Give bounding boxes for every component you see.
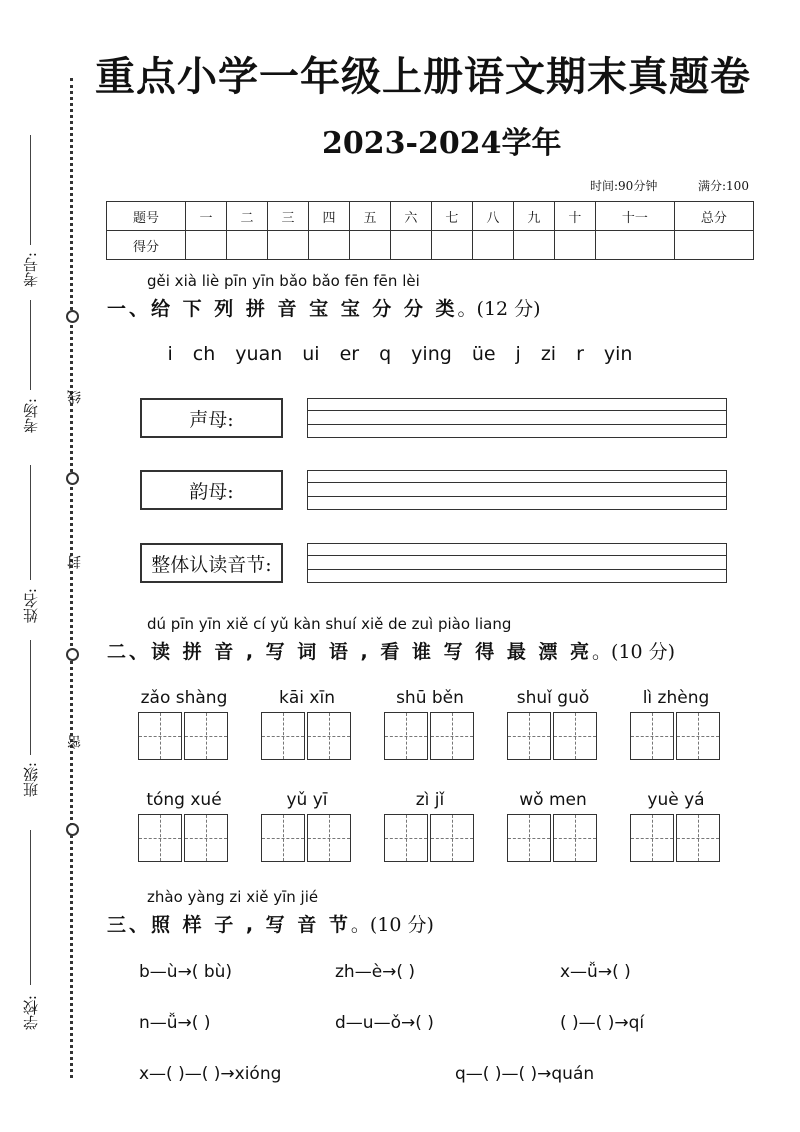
pinyin-letter: yuan — [235, 343, 283, 365]
class-line[interactable] — [30, 640, 31, 755]
score-header-cell: 十 — [554, 202, 595, 231]
score-header-cell: 五 — [349, 202, 390, 231]
score-input-cell[interactable] — [349, 231, 390, 260]
syllable-exercise[interactable]: x—( )—( )→xióng — [139, 1064, 282, 1084]
binding-dotted-line — [70, 78, 73, 1078]
tianzige-box[interactable] — [630, 712, 674, 760]
tianzige-box[interactable] — [138, 814, 182, 862]
word-pinyin: zì jǐ — [415, 790, 445, 810]
category-whole-syllables-box: 整体认读音节: — [140, 543, 283, 583]
binding-char-mi: 密 — [67, 735, 83, 749]
score-input-cell[interactable] — [267, 231, 308, 260]
tianzige-box[interactable] — [384, 814, 428, 862]
section3-title — [107, 910, 434, 937]
tianzige-box[interactable] — [553, 712, 597, 760]
score-input-cell[interactable] — [308, 231, 349, 260]
score-header-cell: 十一 — [595, 202, 674, 231]
binding-ring — [66, 823, 79, 836]
binding-ring — [66, 648, 79, 661]
exam-number-label: 考号: — [22, 252, 40, 288]
word-pinyin: shuǐ guǒ — [516, 688, 590, 708]
score-input-cell[interactable] — [595, 231, 674, 260]
tianzige-box[interactable] — [430, 814, 474, 862]
section1-title-text: 一、给 下 列 拼 音 宝 宝 分 分 类 — [107, 298, 458, 320]
syllable-exercise[interactable]: d—u—ǒ→( ) — [335, 1013, 434, 1033]
score-input-cell[interactable] — [472, 231, 513, 260]
word-pinyin: wǒ men — [519, 790, 587, 810]
tianzige-box[interactable] — [676, 712, 720, 760]
word-pinyin: kāi xīn — [279, 688, 335, 708]
pinyin-letter: q — [379, 343, 392, 365]
tianzige-box[interactable] — [430, 712, 474, 760]
tianzige-box[interactable] — [553, 814, 597, 862]
tianzige-box[interactable] — [630, 814, 674, 862]
syllable-exercise: b—ù→( bù) — [139, 962, 233, 982]
section3-pinyin: zhào yàng zi xiě yīn jié — [147, 888, 319, 906]
section2-title-text: 二、读 拼 音 , 写 词 语 , 看 谁 写 得 最 漂 亮 — [107, 641, 593, 663]
pinyin-letter: ch — [192, 343, 216, 365]
school-label: 学校: — [22, 995, 40, 1031]
syllable-exercise[interactable]: ( )—( )→qí — [560, 1013, 645, 1033]
tianzige-box[interactable] — [261, 814, 305, 862]
score-header-cell: 七 — [431, 202, 472, 231]
word-pinyin: tóng xué — [146, 790, 222, 810]
pinyin-letter: yin — [603, 343, 633, 365]
score-header-cell: 三 — [267, 202, 308, 231]
score-table — [106, 201, 754, 260]
score-input-cell[interactable] — [431, 231, 472, 260]
tianzige-box[interactable] — [676, 814, 720, 862]
category-initials-box: 声母: — [140, 398, 283, 438]
score-header-cell: 总分 — [674, 202, 753, 231]
score-input-cell[interactable] — [554, 231, 595, 260]
exam-room-label: 考场: — [22, 398, 40, 434]
tianzige-box[interactable] — [184, 712, 228, 760]
binding-char-feng: 封 — [67, 555, 83, 569]
section3-title-text: 三、照 样 子 , 写 音 节 — [107, 914, 351, 936]
word-pinyin: zǎo shàng — [140, 688, 228, 708]
page-title: 重点小学一年级上册语文期末真题卷 — [95, 54, 751, 100]
word-pinyin: yǔ yī — [286, 790, 328, 810]
score-header-cell: 九 — [513, 202, 554, 231]
score-header-cell: 题号 — [107, 202, 186, 231]
section1-title — [107, 294, 541, 321]
binding-ring — [66, 472, 79, 485]
score-header-cell: 四 — [308, 202, 349, 231]
exam-number-line[interactable] — [30, 135, 31, 245]
word-pinyin: shū běn — [396, 688, 464, 708]
score-input-cell[interactable] — [513, 231, 554, 260]
tianzige-box[interactable] — [184, 814, 228, 862]
tianzige-box[interactable] — [507, 814, 551, 862]
pinyin-letter: r — [576, 343, 584, 365]
category-whole-syllables-writing-lines[interactable] — [307, 543, 727, 583]
pinyin-letter: i — [167, 343, 173, 365]
tianzige-box[interactable] — [307, 814, 351, 862]
syllable-exercise[interactable]: x—ǚ→( ) — [560, 962, 631, 982]
category-finals-writing-lines[interactable] — [307, 470, 727, 510]
section3-points: 。(10 分) — [350, 914, 434, 936]
pinyin-letter: üe — [471, 343, 496, 365]
score-input-cell[interactable] — [390, 231, 431, 260]
word-pinyin: lì zhèng — [642, 688, 710, 708]
school-year: 2023-2024学年 — [322, 126, 562, 161]
section2-title — [107, 637, 675, 664]
score-input-cell[interactable] — [227, 231, 268, 260]
category-finals-box: 韵母: — [140, 470, 283, 510]
tianzige-box[interactable] — [307, 712, 351, 760]
pinyin-letter: er — [339, 343, 360, 365]
tianzige-box[interactable] — [261, 712, 305, 760]
name-label: 姓名: — [22, 588, 40, 624]
section2-pinyin: dú pīn yīn xiě cí yǔ kàn shuí xiě de zuì piào liang — [147, 615, 512, 633]
binding-ring — [66, 310, 79, 323]
category-initials-writing-lines[interactable] — [307, 398, 727, 438]
exam-time: 时间:90分钟 — [590, 179, 658, 193]
pinyin-letter: j — [515, 343, 521, 365]
score-row-label: 得分 — [107, 231, 186, 260]
class-label: 班级: — [22, 762, 40, 798]
tianzige-box[interactable] — [138, 712, 182, 760]
tianzige-box[interactable] — [507, 712, 551, 760]
syllable-exercise[interactable]: n—ǚ→( ) — [139, 1013, 211, 1033]
syllable-exercise[interactable]: q—( )—( )→quán — [455, 1064, 595, 1084]
pinyin-letter-list — [0, 343, 800, 365]
pinyin-letter: zi — [540, 343, 557, 365]
score-header-cell: 六 — [390, 202, 431, 231]
section1-points: 。(12 分) — [457, 298, 541, 320]
section2-points: 。(10 分) — [592, 641, 676, 663]
full-score: 满分:100 — [698, 179, 749, 193]
pinyin-letter: ui — [302, 343, 320, 365]
score-table-score-row — [107, 231, 754, 260]
score-table-header-row — [107, 202, 754, 231]
score-header-cell: 八 — [472, 202, 513, 231]
score-header-cell: 一 — [186, 202, 227, 231]
binding-char-xian: 线 — [67, 390, 83, 404]
tianzige-box[interactable] — [384, 712, 428, 760]
section1-pinyin: gěi xià liè pīn yīn bǎo bǎo fēn fēn lèi — [147, 272, 420, 290]
school-line[interactable] — [30, 830, 31, 985]
pinyin-letter: ying — [411, 343, 452, 365]
score-input-cell[interactable] — [674, 231, 753, 260]
syllable-exercise[interactable]: zh—è→( ) — [335, 962, 416, 982]
score-input-cell[interactable] — [186, 231, 227, 260]
name-line[interactable] — [30, 465, 31, 580]
score-header-cell: 二 — [227, 202, 268, 231]
word-pinyin: yuè yá — [647, 790, 705, 810]
